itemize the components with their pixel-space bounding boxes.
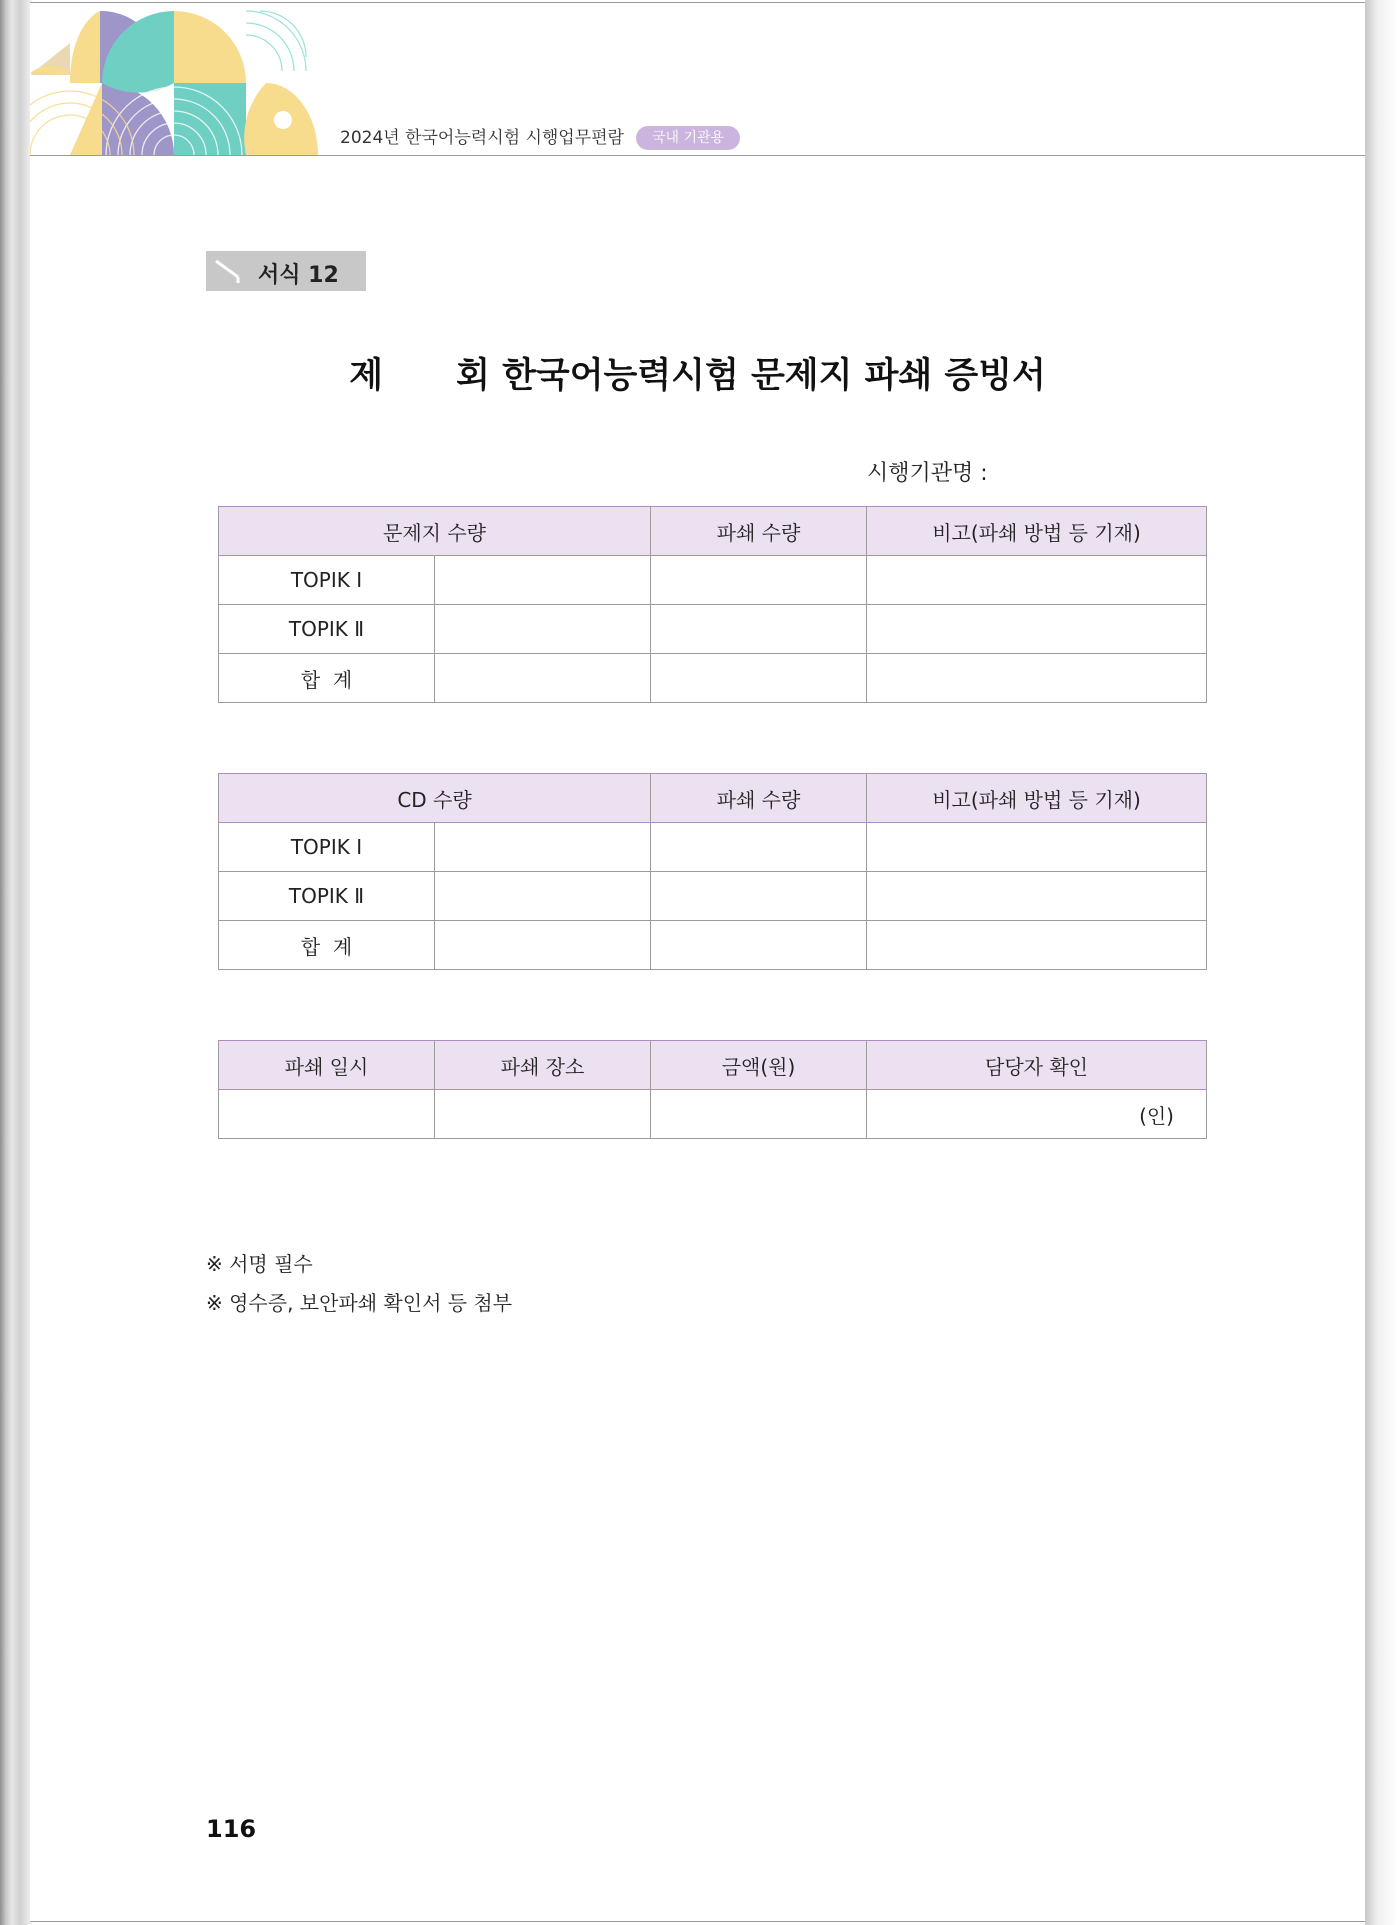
- header-cd-quantity: CD 수량: [219, 774, 651, 823]
- table-row: [219, 872, 1207, 921]
- remarks-cell[interactable]: [867, 872, 1207, 921]
- row-label: TOPIK Ⅱ: [219, 872, 435, 921]
- paper-quantity-cell[interactable]: [435, 556, 651, 605]
- header-shred-datetime: 파쇄 일시: [219, 1041, 435, 1090]
- table-header-row: [219, 774, 1207, 823]
- table-header-row: [219, 1041, 1207, 1090]
- form-number-tag: [206, 251, 366, 291]
- table-row: [219, 556, 1207, 605]
- document-page: [30, 2, 1365, 1922]
- header-shred-quantity: 파쇄 수량: [651, 774, 867, 823]
- shred-quantity-cell[interactable]: [651, 556, 867, 605]
- paper-quantity-cell[interactable]: [435, 654, 651, 703]
- row-label: TOPIK Ⅰ: [219, 556, 435, 605]
- table-row: [219, 823, 1207, 872]
- note-item: ※ 영수증, 보안파쇄 확인서 등 첨부: [206, 1291, 513, 1315]
- form-number-label: 서식 12: [258, 263, 339, 288]
- remarks-cell[interactable]: [867, 556, 1207, 605]
- shred-datetime-cell[interactable]: [219, 1090, 435, 1139]
- running-header-title: 2024년 한국어능력시험 시행업무편람: [340, 128, 624, 148]
- header-manager-confirmation: 담당자 확인: [867, 1041, 1207, 1090]
- shred-quantity-cell[interactable]: [651, 823, 867, 872]
- table-row: [219, 1090, 1207, 1139]
- table-row: [219, 605, 1207, 654]
- remarks-cell[interactable]: [867, 921, 1207, 970]
- organization-name-label: 시행기관명 :: [867, 461, 988, 486]
- remarks-cell[interactable]: [867, 654, 1207, 703]
- paper-quantity-cell[interactable]: [435, 605, 651, 654]
- shred-quantity-cell[interactable]: [651, 654, 867, 703]
- paper-quantity-table: [218, 506, 1207, 703]
- shredding-info-table: [218, 1040, 1207, 1139]
- amount-cell[interactable]: [651, 1090, 867, 1139]
- table-header-row: [219, 507, 1207, 556]
- cd-quantity-table: [218, 773, 1207, 970]
- header-amount: 금액(원): [651, 1041, 867, 1090]
- row-label: 합 계: [219, 654, 435, 703]
- remarks-cell[interactable]: [867, 823, 1207, 872]
- decorative-header-graphic: [30, 3, 330, 155]
- header-remarks: 비고(파쇄 방법 등 기재): [867, 774, 1207, 823]
- header-badge: 국내 기관용: [636, 126, 740, 150]
- row-label: 합 계: [219, 921, 435, 970]
- row-label: TOPIK Ⅱ: [219, 605, 435, 654]
- remarks-cell[interactable]: [867, 605, 1207, 654]
- header-shred-location: 파쇄 장소: [435, 1041, 651, 1090]
- book-spine-edge: [0, 0, 32, 1925]
- table-row: [219, 921, 1207, 970]
- header-shred-quantity: 파쇄 수량: [651, 507, 867, 556]
- header-divider: [30, 155, 1365, 156]
- table-row: [219, 654, 1207, 703]
- shred-quantity-cell[interactable]: [651, 921, 867, 970]
- shred-location-cell[interactable]: [435, 1090, 651, 1139]
- page-number: 116: [206, 1815, 257, 1843]
- header-paper-quantity: 문제지 수량: [219, 507, 651, 556]
- shred-quantity-cell[interactable]: [651, 872, 867, 921]
- note-item: ※ 서명 필수: [206, 1252, 313, 1276]
- cd-quantity-cell[interactable]: [435, 823, 651, 872]
- notes: [206, 1245, 512, 1323]
- document-title: 제 회 한국어능력시험 문제지 파쇄 증빙서: [349, 355, 1046, 396]
- corner-arrow-icon: [212, 257, 246, 285]
- page-shadow: [1365, 0, 1397, 1925]
- header-remarks: 비고(파쇄 방법 등 기재): [867, 507, 1207, 556]
- cd-quantity-cell[interactable]: [435, 921, 651, 970]
- shred-quantity-cell[interactable]: [651, 605, 867, 654]
- row-label: TOPIK Ⅰ: [219, 823, 435, 872]
- manager-signature-cell[interactable]: (인): [867, 1090, 1207, 1139]
- cd-quantity-cell[interactable]: [435, 872, 651, 921]
